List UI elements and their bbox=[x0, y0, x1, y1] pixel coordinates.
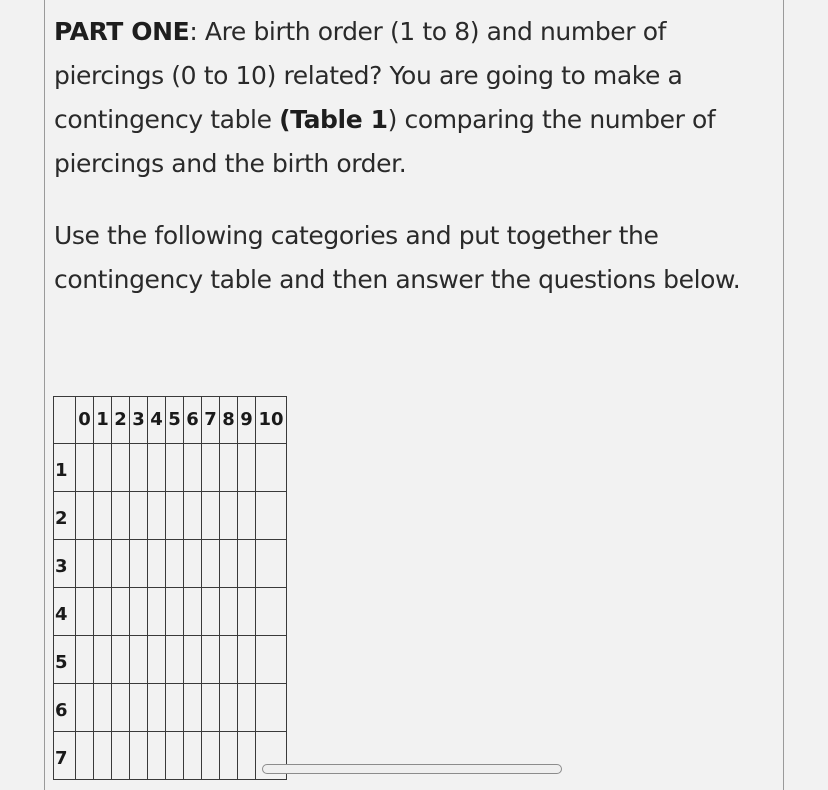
table-cell[interactable] bbox=[184, 732, 202, 780]
table-cell[interactable] bbox=[166, 684, 184, 732]
table-cell[interactable] bbox=[166, 492, 184, 540]
column-header: 10 bbox=[256, 397, 287, 444]
table-cell[interactable] bbox=[112, 492, 130, 540]
corner-cell bbox=[54, 397, 76, 444]
table-cell[interactable] bbox=[94, 636, 112, 684]
column-header: 9 bbox=[238, 397, 256, 444]
table-cell[interactable] bbox=[148, 444, 166, 492]
table-row bbox=[54, 684, 287, 732]
table-cell[interactable] bbox=[94, 732, 112, 780]
table-cell[interactable] bbox=[184, 636, 202, 684]
table-cell[interactable] bbox=[256, 444, 287, 492]
table-cell[interactable] bbox=[76, 732, 94, 780]
column-header: 0 bbox=[76, 397, 94, 444]
table-cell[interactable] bbox=[202, 444, 220, 492]
table-cell[interactable] bbox=[166, 588, 184, 636]
contingency-table bbox=[53, 396, 287, 780]
table-cell[interactable] bbox=[130, 492, 148, 540]
table-cell[interactable] bbox=[112, 540, 130, 588]
table-row bbox=[54, 444, 287, 492]
table-cell[interactable] bbox=[184, 684, 202, 732]
table-cell[interactable] bbox=[166, 540, 184, 588]
table-cell[interactable] bbox=[76, 684, 94, 732]
table-cell[interactable] bbox=[220, 684, 238, 732]
table-cell[interactable] bbox=[94, 684, 112, 732]
table-cell[interactable] bbox=[94, 444, 112, 492]
table-cell[interactable] bbox=[94, 492, 112, 540]
column-header: 8 bbox=[220, 397, 238, 444]
table-cell[interactable] bbox=[148, 636, 166, 684]
table-cell[interactable] bbox=[130, 636, 148, 684]
table-cell[interactable] bbox=[256, 492, 287, 540]
table-cell[interactable] bbox=[166, 444, 184, 492]
table-cell[interactable] bbox=[130, 540, 148, 588]
table-cell[interactable] bbox=[202, 540, 220, 588]
table-cell[interactable] bbox=[184, 444, 202, 492]
table-cell[interactable] bbox=[148, 684, 166, 732]
table-cell[interactable] bbox=[220, 588, 238, 636]
table-cell[interactable] bbox=[238, 732, 256, 780]
table-cell[interactable] bbox=[112, 588, 130, 636]
part-one-paragraph bbox=[54, 10, 754, 186]
column-header: 2 bbox=[112, 397, 130, 444]
table-cell[interactable] bbox=[238, 636, 256, 684]
instructions-paragraph: Use the following categories and put together the contingency table and then answer the questions below. bbox=[54, 221, 741, 294]
table-cell[interactable] bbox=[184, 588, 202, 636]
table-cell[interactable] bbox=[220, 540, 238, 588]
table-cell[interactable] bbox=[94, 588, 112, 636]
row-header: 7 bbox=[54, 732, 76, 780]
table-cell[interactable] bbox=[220, 732, 238, 780]
table-row bbox=[54, 636, 287, 684]
part-one-text-a: : Are birth order (1 to 8) and number of piercings (0 to 10) related? You are going to make a contingency table bbox=[54, 17, 683, 134]
table-cell[interactable] bbox=[256, 588, 287, 636]
part-one-text-b: ) comparing the number of piercings and the birth order. bbox=[54, 105, 716, 178]
column-header: 4 bbox=[148, 397, 166, 444]
table-cell[interactable] bbox=[184, 492, 202, 540]
row-header: 3 bbox=[54, 540, 76, 588]
row-header: 4 bbox=[54, 588, 76, 636]
table-cell[interactable] bbox=[112, 732, 130, 780]
row-header: 2 bbox=[54, 492, 76, 540]
row-header: 5 bbox=[54, 636, 76, 684]
table-row bbox=[54, 492, 287, 540]
table-cell[interactable] bbox=[220, 492, 238, 540]
table-reference: (Table 1 bbox=[279, 105, 388, 134]
table-row bbox=[54, 588, 287, 636]
table-row bbox=[54, 540, 287, 588]
table-cell[interactable] bbox=[238, 540, 256, 588]
table-cell[interactable] bbox=[238, 492, 256, 540]
part-one-heading: PART ONE bbox=[54, 17, 190, 46]
table-cell[interactable] bbox=[130, 444, 148, 492]
column-header: 6 bbox=[184, 397, 202, 444]
table-cell[interactable] bbox=[202, 492, 220, 540]
table-cell[interactable] bbox=[76, 636, 94, 684]
table-cell[interactable] bbox=[112, 684, 130, 732]
table-cell[interactable] bbox=[76, 492, 94, 540]
table-cell[interactable] bbox=[202, 684, 220, 732]
table-cell[interactable] bbox=[238, 684, 256, 732]
table-cell[interactable] bbox=[238, 588, 256, 636]
table-cell[interactable] bbox=[238, 444, 256, 492]
column-header: 7 bbox=[202, 397, 220, 444]
table-cell[interactable] bbox=[148, 732, 166, 780]
horizontal-scrollbar[interactable] bbox=[262, 764, 562, 774]
table-cell[interactable] bbox=[148, 492, 166, 540]
row-header: 6 bbox=[54, 684, 76, 732]
row-header: 1 bbox=[54, 444, 76, 492]
column-header: 3 bbox=[130, 397, 148, 444]
table-cell[interactable] bbox=[256, 636, 287, 684]
table-cell[interactable] bbox=[184, 540, 202, 588]
table-cell[interactable] bbox=[256, 540, 287, 588]
table-cell[interactable] bbox=[130, 684, 148, 732]
table-cell[interactable] bbox=[202, 588, 220, 636]
table-row bbox=[54, 732, 287, 780]
table-cell[interactable] bbox=[148, 588, 166, 636]
table-cell[interactable] bbox=[166, 636, 184, 684]
table-cell[interactable] bbox=[202, 732, 220, 780]
table-cell[interactable] bbox=[166, 732, 184, 780]
column-header: 5 bbox=[166, 397, 184, 444]
table-cell[interactable] bbox=[112, 636, 130, 684]
contingency-table-wrapper bbox=[53, 396, 287, 780]
table-cell[interactable] bbox=[76, 588, 94, 636]
table-cell[interactable] bbox=[130, 732, 148, 780]
table-cell[interactable] bbox=[148, 540, 166, 588]
table-cell[interactable] bbox=[256, 684, 287, 732]
table-cell[interactable] bbox=[130, 588, 148, 636]
table-cell[interactable] bbox=[202, 636, 220, 684]
table-cell[interactable] bbox=[112, 444, 130, 492]
table-cell[interactable] bbox=[220, 636, 238, 684]
table-cell[interactable] bbox=[220, 444, 238, 492]
table-cell[interactable] bbox=[94, 540, 112, 588]
column-header: 1 bbox=[94, 397, 112, 444]
table-cell[interactable] bbox=[76, 444, 94, 492]
header-row bbox=[54, 397, 287, 444]
table-cell[interactable] bbox=[76, 540, 94, 588]
